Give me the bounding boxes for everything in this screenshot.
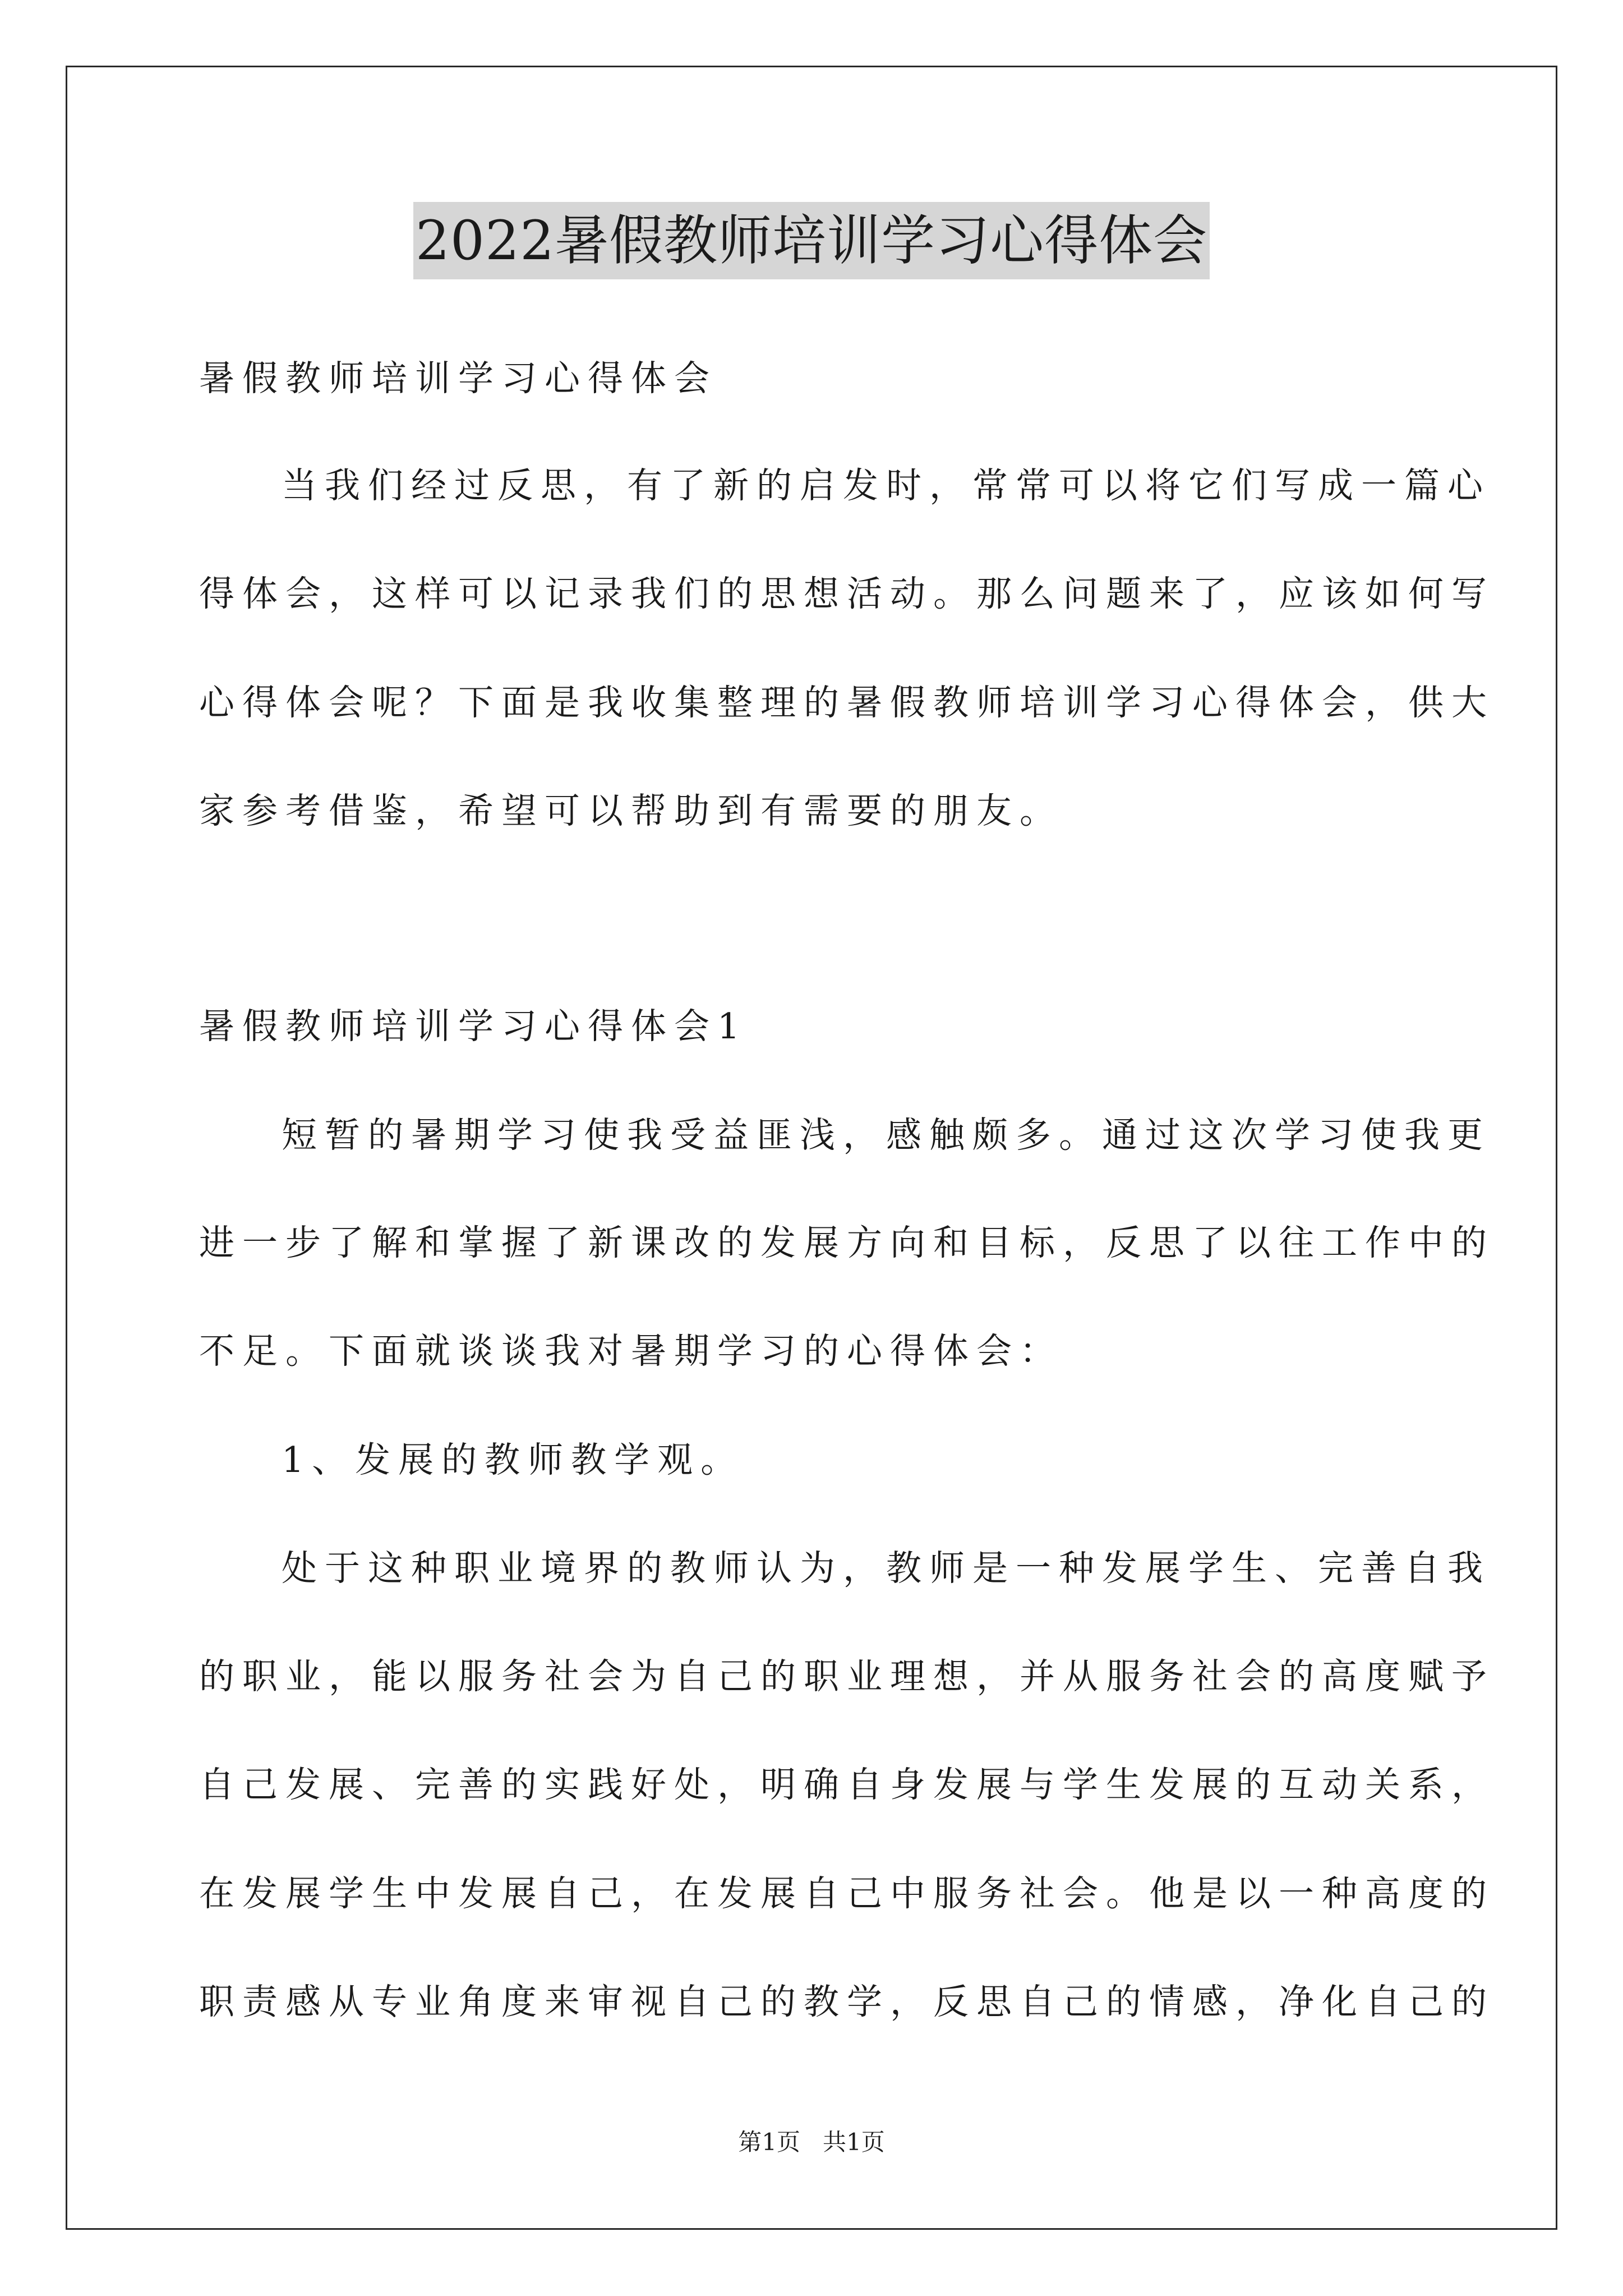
section-heading: 暑假教师培训学习心得体会1 (199, 1006, 748, 1047)
paragraph-line: 处于这种职业境界的教师认为，教师是一种发展学生、完善自我 (282, 1548, 1491, 1589)
paragraph-line: 的职业，能以服务社会为自己的职业理想，并从服务社会的高度赋予 (199, 1656, 1495, 1697)
paragraph-line: 当我们经过反思，有了新的启发时，常常可以将它们写成一篇心 (282, 465, 1491, 506)
paragraph-line: 不足。下面就谈谈我对暑期学习的心得体会： (199, 1331, 1063, 1372)
paragraph-line: 在发展学生中发展自己，在发展自己中服务社会。他是以一种高度的 (199, 1873, 1495, 1914)
list-item-heading: 1、发展的教师教学观。 (282, 1439, 744, 1480)
paragraph-line: 心得体会呢？下面是我收集整理的暑假教师培训学习心得体会，供大 (199, 682, 1495, 723)
paragraph-line: 职责感从专业角度来审视自己的教学，反思自己的情感，净化自己的 (199, 1981, 1495, 2022)
paragraph-line: 家参考借鉴，希望可以帮助到有需要的朋友。 (199, 790, 1063, 831)
page-total: 共1页 (823, 2128, 885, 2156)
paragraph-line: 短暂的暑期学习使我受益匪浅，感触颇多。通过这次学习使我更 (282, 1115, 1491, 1156)
paragraph-line: 得体会，这样可以记录我们的思想活动。那么问题来了，应该如何写 (199, 573, 1495, 614)
page-footer (0, 2128, 1623, 2156)
page-number: 第1页 (738, 2128, 800, 2156)
document-title: 2022暑假教师培训学习心得体会 (413, 202, 1210, 279)
paragraph-line: 进一步了解和掌握了新课改的发展方向和目标，反思了以往工作中的 (199, 1222, 1495, 1263)
title-container (0, 202, 1623, 279)
paragraph-line: 自己发展、完善的实践好处，明确自身发展与学生发展的互动关系， (199, 1764, 1495, 1805)
subtitle: 暑假教师培训学习心得体会 (199, 358, 717, 399)
